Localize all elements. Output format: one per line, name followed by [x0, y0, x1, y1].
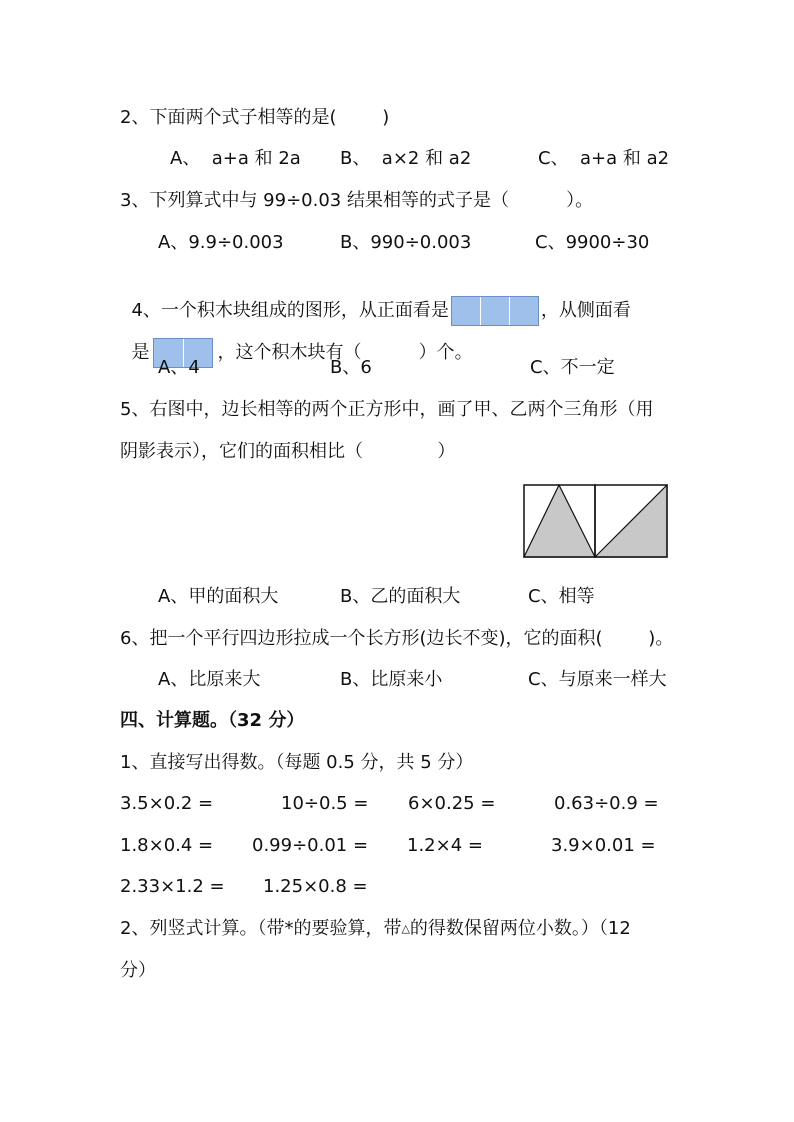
q2-option-c: C、 a+a 和 a2	[538, 148, 670, 169]
calc-item: 1.2×4 =	[407, 835, 483, 856]
q2-stem: 2、下面两个式子相等的是( )	[120, 107, 390, 128]
two-squares-triangles-figure	[523, 484, 669, 558]
section-4-sub2-line2: 分）	[120, 960, 156, 981]
calc-item: 1.25×0.8 =	[263, 876, 368, 897]
triangle-jia-shaded	[524, 485, 595, 557]
q5-option-b: B、乙的面积大	[340, 586, 461, 607]
q5-option-c: C、相等	[528, 586, 595, 607]
q6-option-a: A、比原来大	[158, 669, 261, 690]
calc-item: 3.5×0.2 =	[120, 793, 214, 814]
q3-option-b: B、990÷0.003	[340, 232, 472, 253]
sub2-text-b: 的得数保留两位小数。）（12	[409, 918, 631, 939]
q4-stem-part3: 是	[131, 342, 150, 363]
calc-item: 10÷0.5 =	[281, 793, 369, 814]
q3-option-a: A、9.9÷0.003	[158, 232, 284, 253]
q4-option-b: B、6	[330, 357, 372, 378]
q6-option-b: B、比原来小	[340, 669, 443, 690]
section-4-sub2-line1	[120, 918, 631, 940]
sub2-text-a: 2、列竖式计算。（带*的要验算，带	[120, 918, 402, 939]
q6-option-c: C、与原来一样大	[528, 669, 667, 690]
q2-option-a: A、 a+a 和 2a	[170, 148, 301, 169]
calc-item: 2.33×1.2 =	[120, 876, 225, 897]
q4-stem-part1: 4、一个积木块组成的图形，从正面看是	[131, 300, 449, 321]
calc-item: 0.99÷0.01 =	[252, 835, 369, 856]
q3-stem: 3、下列算式中与 99÷0.03 结果相等的式子是（ ）。	[120, 190, 594, 211]
triangle-yi-shaded	[595, 485, 667, 557]
calc-item: 6×0.25 =	[408, 793, 496, 814]
section-4-sub1: 1、直接写出得数。（每题 0.5 分，共 5 分）	[120, 752, 474, 773]
calc-item: 3.9×0.01 =	[551, 835, 656, 856]
q4-option-c: C、不一定	[530, 357, 615, 378]
q6-stem: 6、把一个平行四边形拉成一个长方形(边长不变)，它的面积( )。	[120, 628, 674, 649]
q2-option-b: B、 a×2 和 a2	[340, 148, 472, 169]
calc-item: 1.8×0.4 =	[120, 835, 214, 856]
q4-stem-part2: ，从侧面看	[540, 300, 631, 321]
q4-stem-part4: ，这个积木块有（ ）个。	[217, 342, 473, 363]
calc-item: 0.63÷0.9 =	[554, 793, 659, 814]
q5-stem-line2: 阴影表示），它们的面积相比（ ）	[120, 441, 456, 462]
section-4-heading: 四、计算题。（32 分）	[120, 710, 305, 731]
q5-option-a: A、甲的面积大	[158, 586, 279, 607]
q3-option-c: C、9900÷30	[535, 232, 650, 253]
triangle-mark-icon: △	[401, 922, 410, 935]
q5-stem-line1: 5、右图中，边长相等的两个正方形中，画了甲、乙两个三角形（用	[120, 399, 654, 420]
q4-option-a: A、4	[158, 357, 200, 378]
